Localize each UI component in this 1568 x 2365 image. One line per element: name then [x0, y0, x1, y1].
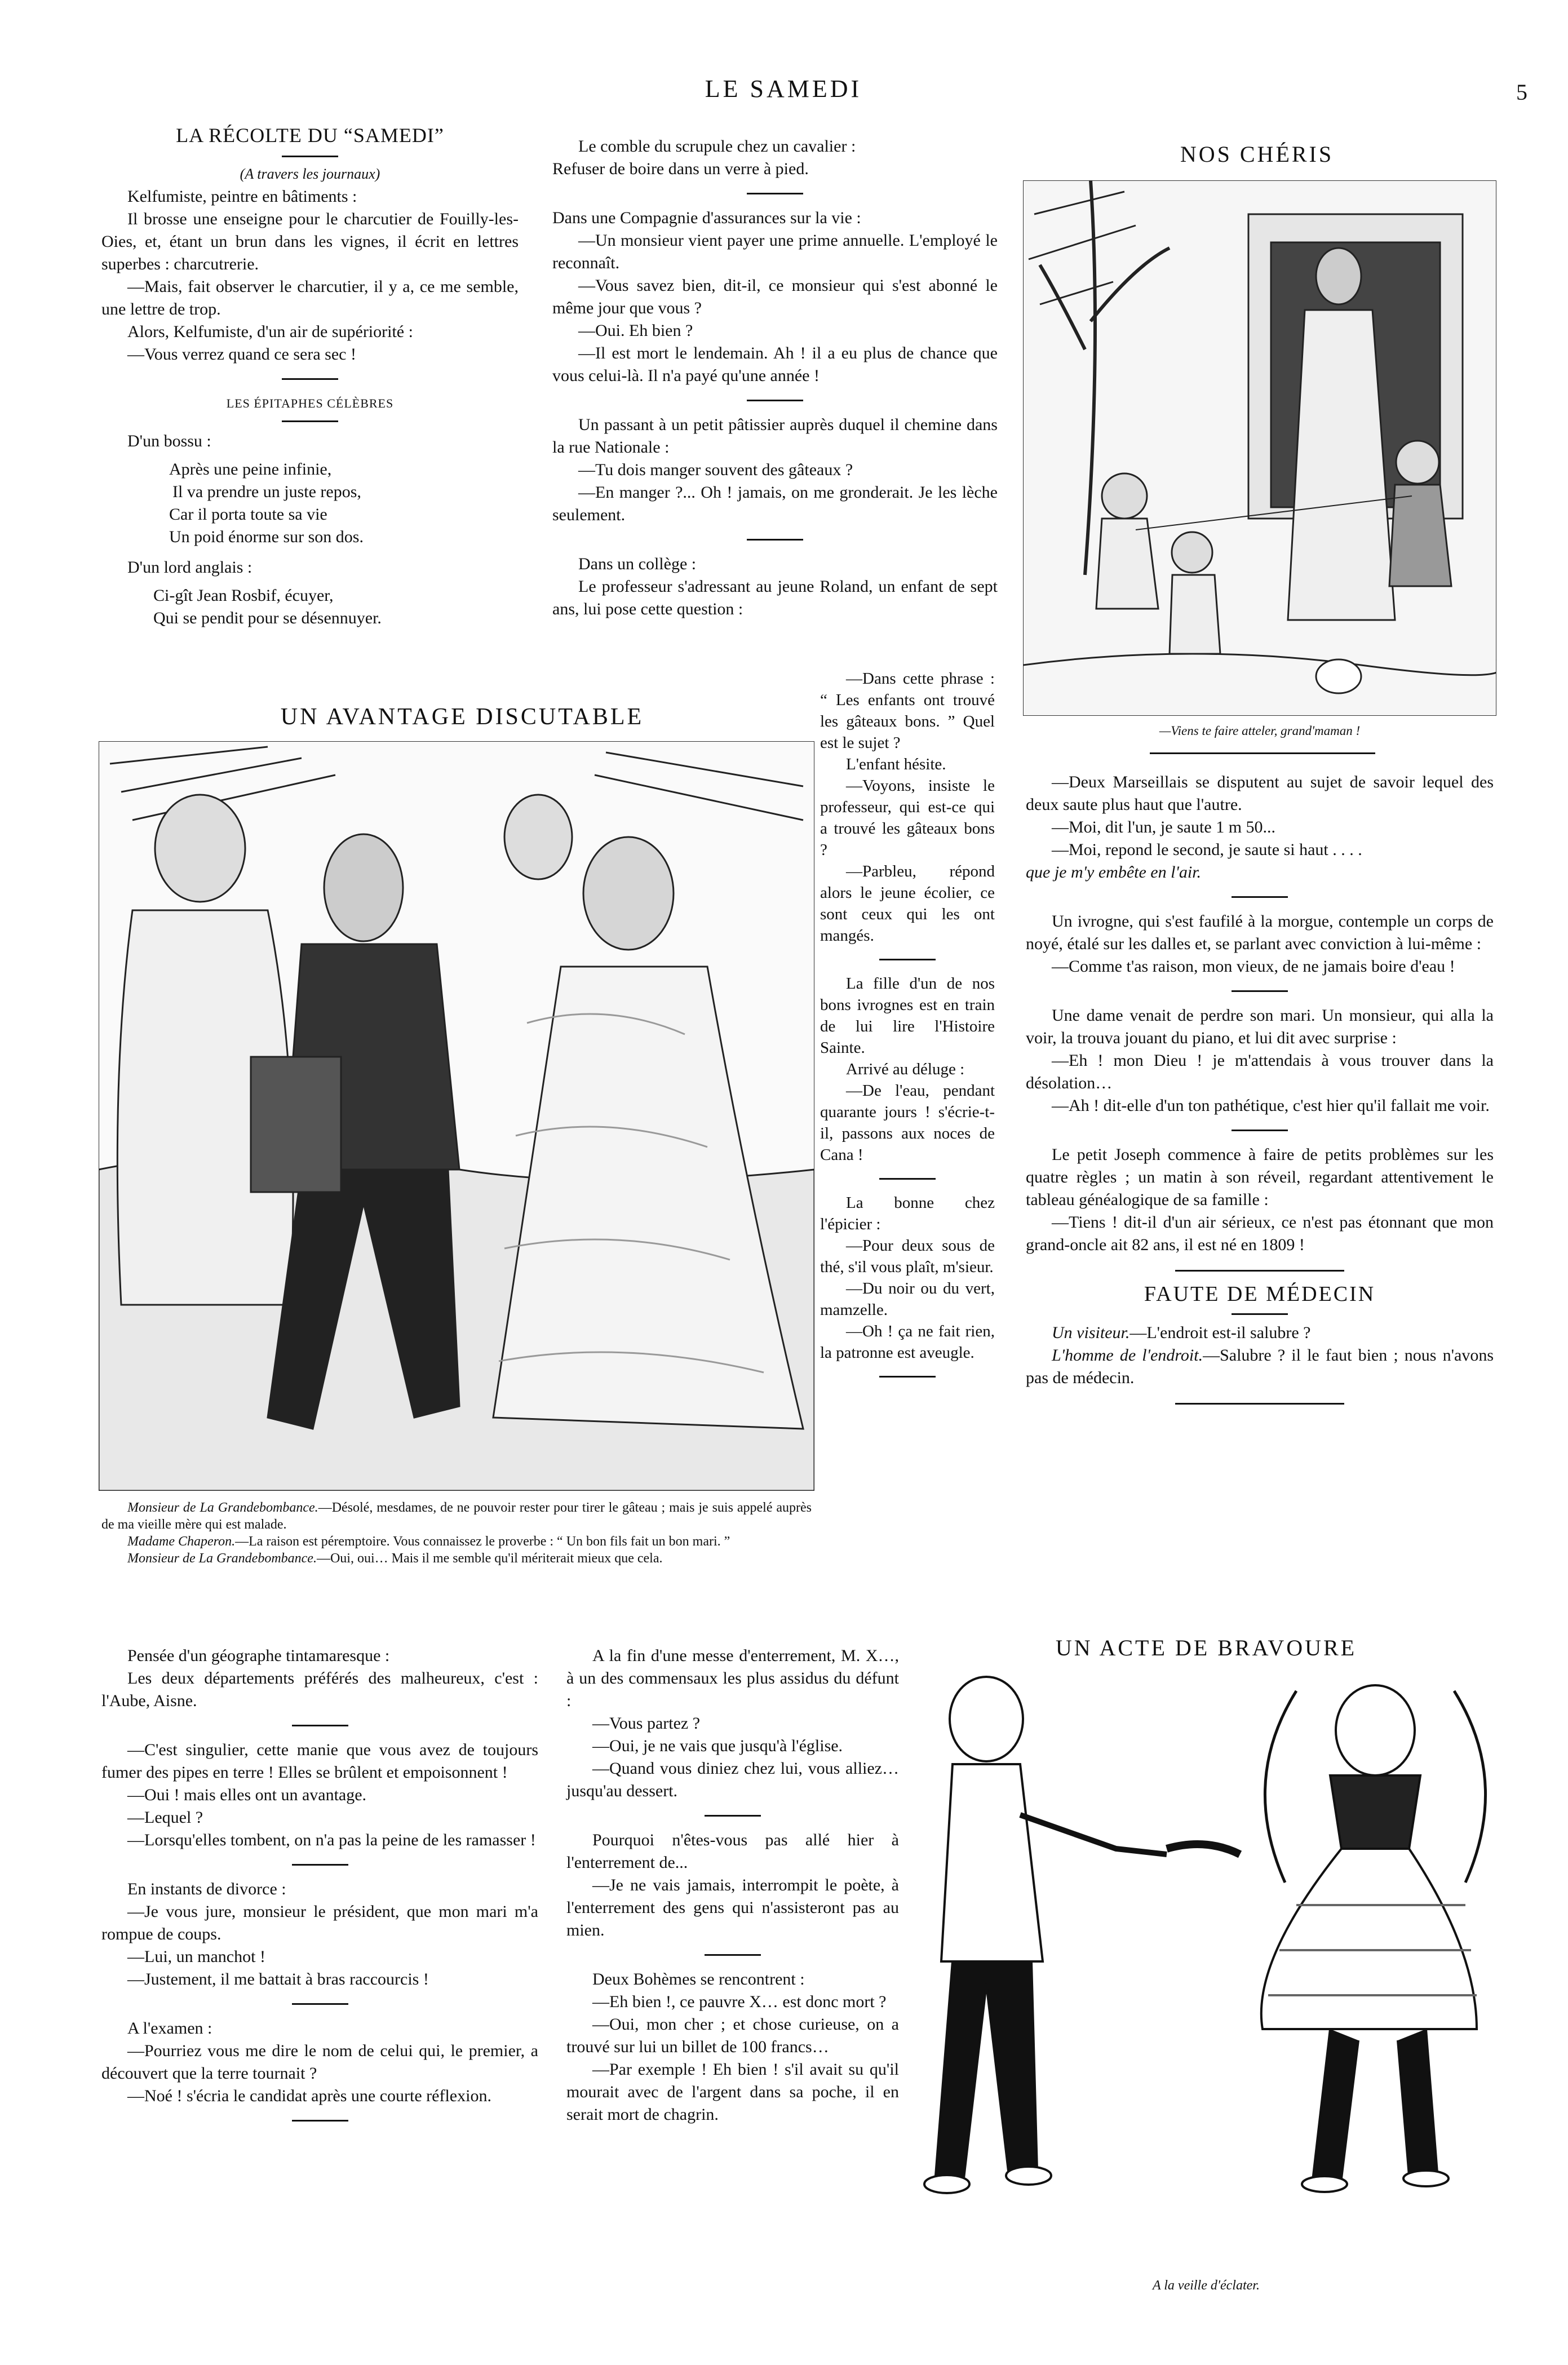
medecin-title: FAUTE DE MÉDECIN: [1144, 1282, 1376, 1306]
dialogue-speaker: L'homme de l'endroit.: [1052, 1346, 1203, 1365]
anecdote-line: —Oui. Eh bien ?: [578, 321, 693, 340]
divider: [879, 1376, 936, 1378]
divider: [282, 420, 338, 422]
divider: [292, 2003, 348, 2005]
caption-speaker: Monsieur de La Grandebombance.: [127, 1500, 318, 1515]
dialogue-text: —Salubre ? il le faut bien ; nous n'avons pas de médecin.: [1026, 1346, 1494, 1387]
anecdote-line: —Ah ! dit-elle d'un ton pathétique, c'est hier qu'il fallait me voir.: [1052, 1096, 1490, 1115]
caption-speaker: Madame Chaperon.: [127, 1534, 236, 1549]
anecdote-line: —Oh ! ça ne fait rien, la patronne est aveugle.: [820, 1322, 995, 1362]
epitaph-poem: [101, 584, 519, 630]
divider: [282, 156, 338, 157]
anecdote-line: Dans un collège :: [578, 555, 697, 573]
anecdote-line: que je m'y embête en l'air.: [1026, 863, 1202, 882]
divider: [1232, 1130, 1288, 1131]
divider: [705, 1815, 761, 1817]
anecdote-line: Pensée d'un géographe tintamaresque :: [127, 1646, 390, 1665]
anecdote-line: —En manger ?... Oh ! jamais, on me gronderait. Je les lèche seulement.: [552, 483, 998, 524]
avantage-title: UN AVANTAGE DISCUTABLE: [280, 704, 644, 730]
anecdote-line: —Eh ! mon Dieu ! je m'attendais à vous trouver dans la désolation…: [1026, 1051, 1494, 1092]
caption-text: —La raison est péremptoire. Vous connaissez le proverbe : “ Un bon fils fait un bon mari. ”: [235, 1534, 730, 1549]
anecdote-line: Pourquoi n'êtes-vous pas allé hier à l'enterrement de...: [566, 1831, 899, 1872]
anecdote-line: —Oui ! mais elles ont un avantage.: [127, 1786, 367, 1804]
recolte-section: [101, 124, 519, 630]
epitaphes-title: LES ÉPITAPHES CÉLÈBRES: [226, 396, 394, 410]
anecdote-line: —Noé ! s'écria le candidat après une courte réflexion.: [127, 2087, 491, 2105]
anecdote-line: —Comme t'as raison, mon vieux, de ne jamais boire d'eau !: [1052, 957, 1455, 976]
recolte-title: LA RÉCOLTE DU “SAMEDI”: [176, 124, 444, 147]
divider: [879, 1178, 936, 1180]
anecdote-line: Refuser de boire dans un verre à pied.: [552, 160, 809, 178]
anecdote-line: —C'est singulier, cette manie que vous avez de toujours fumer des pipes en terre ! Elles se brûlent et empoisonnent !: [101, 1740, 538, 1782]
col3: [1026, 771, 1494, 1405]
poem-line: Il va prendre un juste repos,: [172, 482, 361, 501]
recolte-paragraph: Alors, Kelfumiste, d'un air de supériorité :: [127, 322, 413, 341]
dialogue-text: —L'endroit est-il salubre ?: [1130, 1323, 1311, 1342]
bravoure-illustration: [902, 1668, 1511, 2277]
poem-line: Car il porta toute sa vie: [169, 505, 327, 524]
anecdote-line: Un ivrogne, qui s'est faufilé à la morgue, contemple un corps de noyé, étalé sur les dalles et, se parlant avec conviction à lui-même :: [1026, 912, 1494, 953]
anecdote-line: Le professeur s'adressant au jeune Roland, un enfant de sept ans, lui pose cette question :: [552, 577, 998, 618]
dialogue-speaker: Un visiteur.: [1052, 1323, 1130, 1342]
anecdote-line: Arrivé au déluge :: [846, 1060, 965, 1078]
recolte-paragraph: —Vous verrez quand ce sera sec !: [127, 345, 356, 364]
poem-line: Ci-gît Jean Rosbif, écuyer,: [153, 586, 334, 605]
avantage-caption: [101, 1499, 812, 1567]
divider: [747, 193, 803, 194]
divider: [879, 959, 936, 960]
caption-text: —Désolé, mesdames, de ne pouvoir rester pour tirer le gâteau ; mais je suis appelé auprès de ma vieille mère qui est malade.: [101, 1500, 812, 1532]
recolte-paragraph: Il brosse une enseigne pour le charcutier de Fouilly-les-Oies, et, étant un brun dans les vignes, il écrit en lettres superbes : charcutrerie.: [101, 210, 519, 273]
anecdote-line: —Lui, un manchot !: [127, 1947, 265, 1966]
dialogue-line: [1026, 1344, 1494, 1389]
divider: [705, 1954, 761, 1956]
page-number: 5: [1516, 79, 1527, 105]
caption-line: [101, 1499, 812, 1533]
col2-narrow: [820, 668, 995, 1390]
anecdote-line: La fille d'un de nos bons ivrognes est en train de lui lire l'Histoire Sainte.: [820, 975, 995, 1057]
caption-line: [101, 1550, 812, 1567]
divider: [292, 1725, 348, 1726]
anecdote-line: —Du noir ou du vert, mamzelle.: [820, 1279, 995, 1319]
epitaph-poem: [101, 458, 519, 548]
anecdote-line: —Eh bien !, ce pauvre X… est donc mort ?: [592, 1992, 887, 2011]
anecdote-line: A l'examen :: [127, 2019, 212, 2038]
anecdote-line: —Pourriez vous me dire le nom de celui qui, le premier, a découvert que la terre tournait ?: [101, 2041, 538, 2083]
divider: [1175, 1270, 1344, 1272]
anecdote-line: A la fin d'une messe d'enterrement, M. X…, à un des commensaux les plus assidus du défunt :: [566, 1646, 899, 1710]
page-title: LE SAMEDI: [705, 75, 862, 103]
anecdote-line: —Lorsqu'elles tombent, on n'a pas la peine de les ramasser !: [127, 1831, 536, 1849]
anecdote-line: —Oui, mon cher ; et chose curieuse, on a trouvé sur lui un billet de 100 francs…: [566, 2015, 899, 2056]
anecdote-line: —Voyons, insiste le professeur, qui est-ce qui a trouvé les gâteaux bons ?: [820, 777, 995, 859]
anecdote-line: —Tu dois manger souvent des gâteaux ?: [578, 460, 853, 479]
anecdote-line: —Parbleu, répond alors le jeune écolier, ce sont ceux qui les ont mangés.: [820, 862, 995, 945]
anecdote-line: Le comble du scrupule chez un cavalier :: [578, 137, 856, 156]
dialogue-line: [1026, 1322, 1494, 1344]
anecdote-line: —Je ne vais jamais, interrompit le poète, à l'enterrement des gens qui n'assisteront pas au mien.: [566, 1876, 899, 1939]
epitaph-intro: D'un bossu :: [127, 432, 211, 450]
cheris-title: NOS CHÉRIS: [1180, 141, 1334, 167]
anecdote-line: Deux Bohèmes se rencontrent :: [592, 1970, 805, 1988]
poem-line: Un poid énorme sur son dos.: [169, 528, 364, 546]
epitaph-intro: D'un lord anglais :: [127, 558, 253, 577]
divider: [292, 2120, 348, 2122]
anecdote-line: Les deux départements préférés des malheureux, c'est : l'Aube, Aisne.: [101, 1669, 538, 1710]
poem-line: Qui se pendit pour se désennuyer.: [153, 609, 382, 627]
caption-speaker: Monsieur de La Grandebombance.: [127, 1551, 317, 1566]
bravoure-caption: A la veille d'éclater.: [1153, 2278, 1260, 2293]
poem-line: Après une peine infinie,: [169, 460, 332, 479]
anecdote-line: Le petit Joseph commence à faire de petits problèmes sur les quatre règles ; un matin à son réveil, regardant attentivement le tableau généalogique de sa famille :: [1026, 1145, 1494, 1209]
anecdote-line: —Oui, je ne vais que jusqu'à l'église.: [592, 1737, 843, 1755]
anecdote-line: Dans une Compagnie d'assurances sur la vie :: [552, 209, 861, 227]
anecdote-line: —Pour deux sous de thé, s'il vous plaît, m'sieur.: [820, 1237, 995, 1276]
anecdote-line: —Vous savez bien, dit-il, ce monsieur qui s'est abonné le même jour que vous ?: [552, 276, 998, 317]
cheris-illustration: [1023, 180, 1496, 716]
anecdote-line: —De l'eau, pendant quarante jours ! s'écrie-t-il, passons aux noces de Cana !: [820, 1082, 995, 1164]
recolte-subtitle: (A travers les journaux): [240, 166, 380, 182]
divider: [1175, 1403, 1344, 1405]
divider: [1232, 990, 1288, 992]
caption-line: [101, 1533, 812, 1550]
anecdote-line: —Deux Marseillais se disputent au sujet de savoir lequel des deux saute plus haut que l'autre.: [1026, 773, 1494, 814]
anecdote-line: En instants de divorce :: [127, 1880, 286, 1898]
recolte-paragraph: Kelfumiste, peintre en bâtiments :: [127, 187, 357, 206]
anecdote-line: —Par exemple ! Eh bien ! s'il avait su qu'il mourait avec de l'argent dans sa poche, il en serait mort de chagrin.: [566, 2060, 899, 2124]
divider: [747, 400, 803, 401]
anecdote-line: L'enfant hésite.: [846, 755, 946, 773]
divider: [1150, 752, 1375, 754]
divider: [282, 378, 338, 380]
caption-text: —Oui, oui… Mais il me semble qu'il mériterait mieux que cela.: [316, 1551, 663, 1566]
anecdote-line: —Dans cette phrase : “ Les enfants ont trouvé les gâteaux bons. ” Quel est le sujet ?: [820, 670, 995, 752]
anecdote-line: —Lequel ?: [127, 1808, 203, 1827]
recolte-paragraph: —Mais, fait observer le charcutier, il y a, ce me semble, une lettre de trop.: [101, 277, 519, 318]
anecdote-line: —Justement, il me battait à bras raccourcis !: [127, 1970, 429, 1988]
cheris-caption: —Viens te faire atteler, grand'maman !: [1159, 724, 1361, 738]
bottom-mid: [566, 1645, 899, 2126]
bravoure-title: UN ACTE DE BRAVOURE: [1055, 1635, 1357, 1660]
anecdote-line: Un passant à un petit pâtissier auprès duquel il chemine dans la rue Nationale :: [552, 415, 998, 457]
anecdote-line: —Vous partez ?: [592, 1714, 701, 1733]
anecdote-line: —Tiens ! dit-il d'un air sérieux, ce n'est pas étonnant que mon grand-oncle ait 82 ans, il est né en 1809 !: [1026, 1213, 1494, 1254]
divider: [292, 1864, 348, 1866]
anecdote-line: —Quand vous diniez chez lui, vous alliez… jusqu'au dessert.: [566, 1759, 899, 1800]
avantage-illustration: [99, 741, 814, 1491]
anecdote-line: —Je vous jure, monsieur le président, que mon mari m'a rompue de coups.: [101, 1902, 538, 1943]
anecdote-line: —Il est mort le lendemain. Ah ! il a eu plus de chance que vous celui-là. Il n'a payé qu'une année !: [552, 344, 998, 385]
divider: [747, 539, 803, 541]
anecdote-line: —Moi, dit l'un, je saute 1 m 50...: [1052, 818, 1276, 836]
anecdote-line: La bonne chez l'épicier :: [820, 1194, 995, 1233]
col2-top: [552, 135, 998, 621]
anecdote-line: —Un monsieur vient payer une prime annuelle. L'employé le reconnaît.: [552, 231, 998, 272]
anecdote-line: —Moi, repond le second, je saute si haut . . . .: [1052, 840, 1362, 859]
bottom-left: [101, 1645, 538, 2134]
divider: [1232, 1313, 1288, 1315]
divider: [1232, 896, 1288, 898]
anecdote-line: Une dame venait de perdre son mari. Un monsieur, qui alla la voir, la trouva jouant du piano, et lui dit avec surprise :: [1026, 1006, 1494, 1047]
